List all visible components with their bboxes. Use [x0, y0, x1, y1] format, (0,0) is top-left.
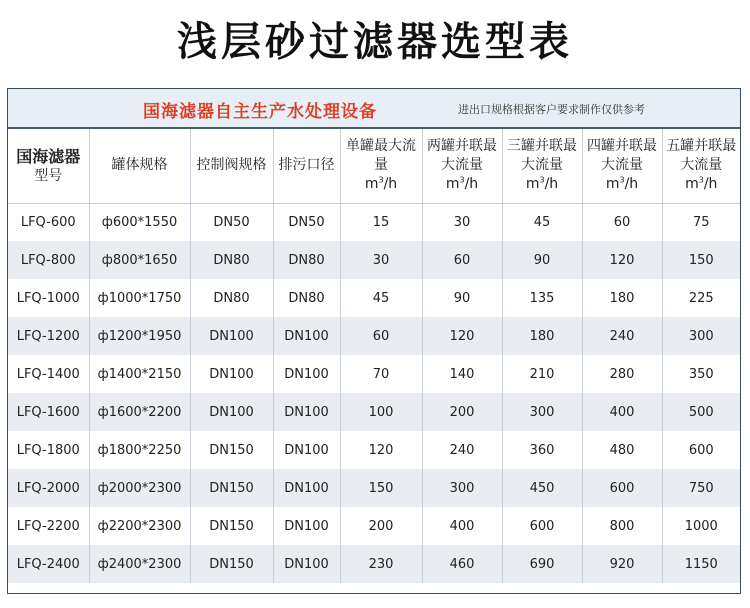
header-five-flow [662, 129, 740, 203]
cell-single-flow: 15 [340, 203, 422, 241]
header-five-flow-line1: 五罐并联最 [666, 138, 737, 155]
cell-two-flow: 460 [422, 545, 502, 583]
header-three-flow-line2: 大流量 [521, 157, 563, 174]
cell-two-flow: 60 [422, 241, 502, 279]
cell-tank-spec: ф800*1650 [89, 241, 190, 279]
header-four-flow-line2: 大流量 [601, 157, 643, 174]
header-two-flow-line1: 两罐并联最 [427, 138, 497, 155]
header-four-flow-line1: 四罐并联最 [587, 138, 657, 155]
cell-model: LFQ-1000 [8, 279, 89, 317]
cell-model: LFQ-1600 [8, 393, 89, 431]
cell-two-flow: 200 [422, 393, 502, 431]
cell-valve-spec: DN100 [190, 317, 273, 355]
cell-model: LFQ-600 [8, 203, 89, 241]
cell-valve-spec: DN80 [190, 241, 273, 279]
header-three-flow [502, 129, 582, 203]
cell-drain-size: DN80 [273, 279, 340, 317]
cell-four-flow: 480 [582, 431, 662, 469]
header-single-flow-line1: 单罐最大流 [346, 138, 416, 155]
cell-tank-spec: ф1000*1750 [89, 279, 190, 317]
cell-valve-spec: DN50 [190, 203, 273, 241]
cell-two-flow: 90 [422, 279, 502, 317]
cell-drain-size: DN100 [273, 393, 340, 431]
cell-four-flow: 60 [582, 203, 662, 241]
banner-note: 进出口规格根据客户要求制作仅供参考 [458, 103, 645, 116]
table-row [8, 279, 740, 317]
table-row [8, 545, 740, 583]
cell-valve-spec: DN150 [190, 431, 273, 469]
cell-five-flow: 300 [688, 328, 714, 344]
cell-valve-spec: DN100 [190, 393, 273, 431]
header-valve: 控制阀规格 [190, 129, 273, 203]
header-five-flow-line2: 大流量 [680, 157, 723, 174]
header-four-flow [582, 129, 662, 203]
cell-tank-spec: ф1200*1950 [89, 317, 190, 355]
cell-three-flow: 450 [502, 469, 582, 507]
table-row [8, 431, 740, 469]
selection-table [8, 129, 740, 583]
cell-five-flow: 350 [688, 366, 714, 382]
cell-five-flow: 75 [692, 214, 710, 230]
cell-two-flow: 300 [422, 469, 502, 507]
cell-drain-size: DN100 [273, 507, 340, 545]
cell-drain-size: DN100 [273, 545, 340, 583]
cell-model: LFQ-1400 [8, 355, 89, 393]
cell-five-flow: 1000 [684, 518, 718, 534]
cell-five-flow: 750 [688, 480, 714, 496]
header-model [8, 129, 89, 203]
cell-single-flow: 200 [340, 507, 422, 545]
header-three-flow-line1: 三罐并联最 [507, 138, 577, 155]
cell-two-flow: 240 [422, 431, 502, 469]
cell-valve-spec: DN100 [190, 355, 273, 393]
cell-four-flow: 180 [582, 279, 662, 317]
cell-model: LFQ-1800 [8, 431, 89, 469]
cell-single-flow: 100 [340, 393, 422, 431]
table-row [8, 507, 740, 545]
header-unit: $m^3/h$ [525, 175, 559, 193]
cell-valve-spec: DN150 [190, 507, 273, 545]
header-single-flow [340, 129, 422, 203]
header-two-flow [422, 129, 502, 203]
table-row [8, 355, 740, 393]
cell-drain-size: DN100 [273, 355, 340, 393]
cell-three-flow: 690 [502, 545, 582, 583]
header-model-label: 型号 [34, 167, 63, 184]
cell-four-flow: 600 [582, 469, 662, 507]
cell-three-flow: 210 [502, 355, 582, 393]
cell-three-flow: 180 [502, 317, 582, 355]
cell-three-flow: 300 [502, 393, 582, 431]
cell-valve-spec: DN150 [190, 469, 273, 507]
table-row [8, 203, 740, 241]
header-single-flow-line2: 量 [374, 157, 388, 174]
table-body [8, 203, 740, 583]
header-tank: 罐体规格 [89, 129, 190, 203]
cell-four-flow: 280 [582, 355, 662, 393]
cell-two-flow: 400 [422, 507, 502, 545]
cell-five-flow: 600 [688, 442, 714, 458]
cell-drain-size: DN100 [273, 431, 340, 469]
cell-three-flow: 600 [502, 507, 582, 545]
cell-single-flow: 30 [340, 241, 422, 279]
cell-five-flow: 500 [688, 404, 714, 420]
cell-drain-size: DN50 [273, 203, 340, 241]
header-two-flow-line2: 大流量 [441, 157, 483, 174]
cell-model: LFQ-1200 [8, 317, 89, 355]
cell-tank-spec: ф600*1550 [89, 203, 190, 241]
cell-model: LFQ-2200 [8, 507, 89, 545]
cell-two-flow: 30 [422, 203, 502, 241]
header-drain: 排污口径 [273, 129, 340, 203]
cell-three-flow: 360 [502, 431, 582, 469]
cell-four-flow: 400 [582, 393, 662, 431]
cell-valve-spec: DN80 [190, 279, 273, 317]
cell-four-flow: 920 [582, 545, 662, 583]
cell-tank-spec: ф2400*2300 [89, 545, 190, 583]
table-row [8, 241, 740, 279]
cell-tank-spec: ф1400*2150 [89, 355, 190, 393]
cell-drain-size: DN80 [273, 241, 340, 279]
cell-drain-size: DN100 [273, 317, 340, 355]
table-header-row [8, 129, 740, 203]
table-row [8, 317, 740, 355]
header-unit: $m^3/h$ [605, 175, 639, 193]
cell-tank-spec: ф1600*2200 [89, 393, 190, 431]
cell-three-flow: 135 [502, 279, 582, 317]
cell-model: LFQ-800 [8, 241, 89, 279]
cell-single-flow: 120 [340, 431, 422, 469]
cell-two-flow: 140 [422, 355, 502, 393]
header-model-brand: 国海滤器 [16, 146, 81, 166]
selection-table-frame [7, 88, 741, 594]
cell-three-flow: 45 [502, 203, 582, 241]
cell-five-flow: 225 [688, 290, 714, 306]
cell-two-flow: 120 [422, 317, 502, 355]
cell-three-flow: 90 [502, 241, 582, 279]
cell-single-flow: 70 [340, 355, 422, 393]
header-unit: $m^3/h$ [445, 175, 479, 193]
cell-model: LFQ-2000 [8, 469, 89, 507]
cell-four-flow: 800 [582, 507, 662, 545]
cell-five-flow: 1150 [684, 556, 718, 572]
cell-tank-spec: ф1800*2250 [89, 431, 190, 469]
cell-tank-spec: ф2000*2300 [89, 469, 190, 507]
header-unit: $m^3/h$ [364, 175, 398, 193]
cell-single-flow: 45 [340, 279, 422, 317]
cell-tank-spec: ф2200*2300 [89, 507, 190, 545]
cell-single-flow: 150 [340, 469, 422, 507]
header-unit: $m^3/h$ [685, 175, 718, 193]
table-banner [8, 89, 740, 129]
cell-model: LFQ-2400 [8, 545, 89, 583]
banner-title: 国海滤器自主生产水处理设备 [143, 102, 377, 122]
cell-single-flow: 230 [340, 545, 422, 583]
table-row [8, 393, 740, 431]
cell-four-flow: 120 [582, 241, 662, 279]
page-title: 浅层砂过滤器选型表 [177, 19, 573, 65]
table-row [8, 469, 740, 507]
cell-four-flow: 240 [582, 317, 662, 355]
cell-single-flow: 60 [340, 317, 422, 355]
cell-drain-size: DN100 [273, 469, 340, 507]
cell-valve-spec: DN150 [190, 545, 273, 583]
cell-five-flow: 150 [688, 252, 714, 268]
